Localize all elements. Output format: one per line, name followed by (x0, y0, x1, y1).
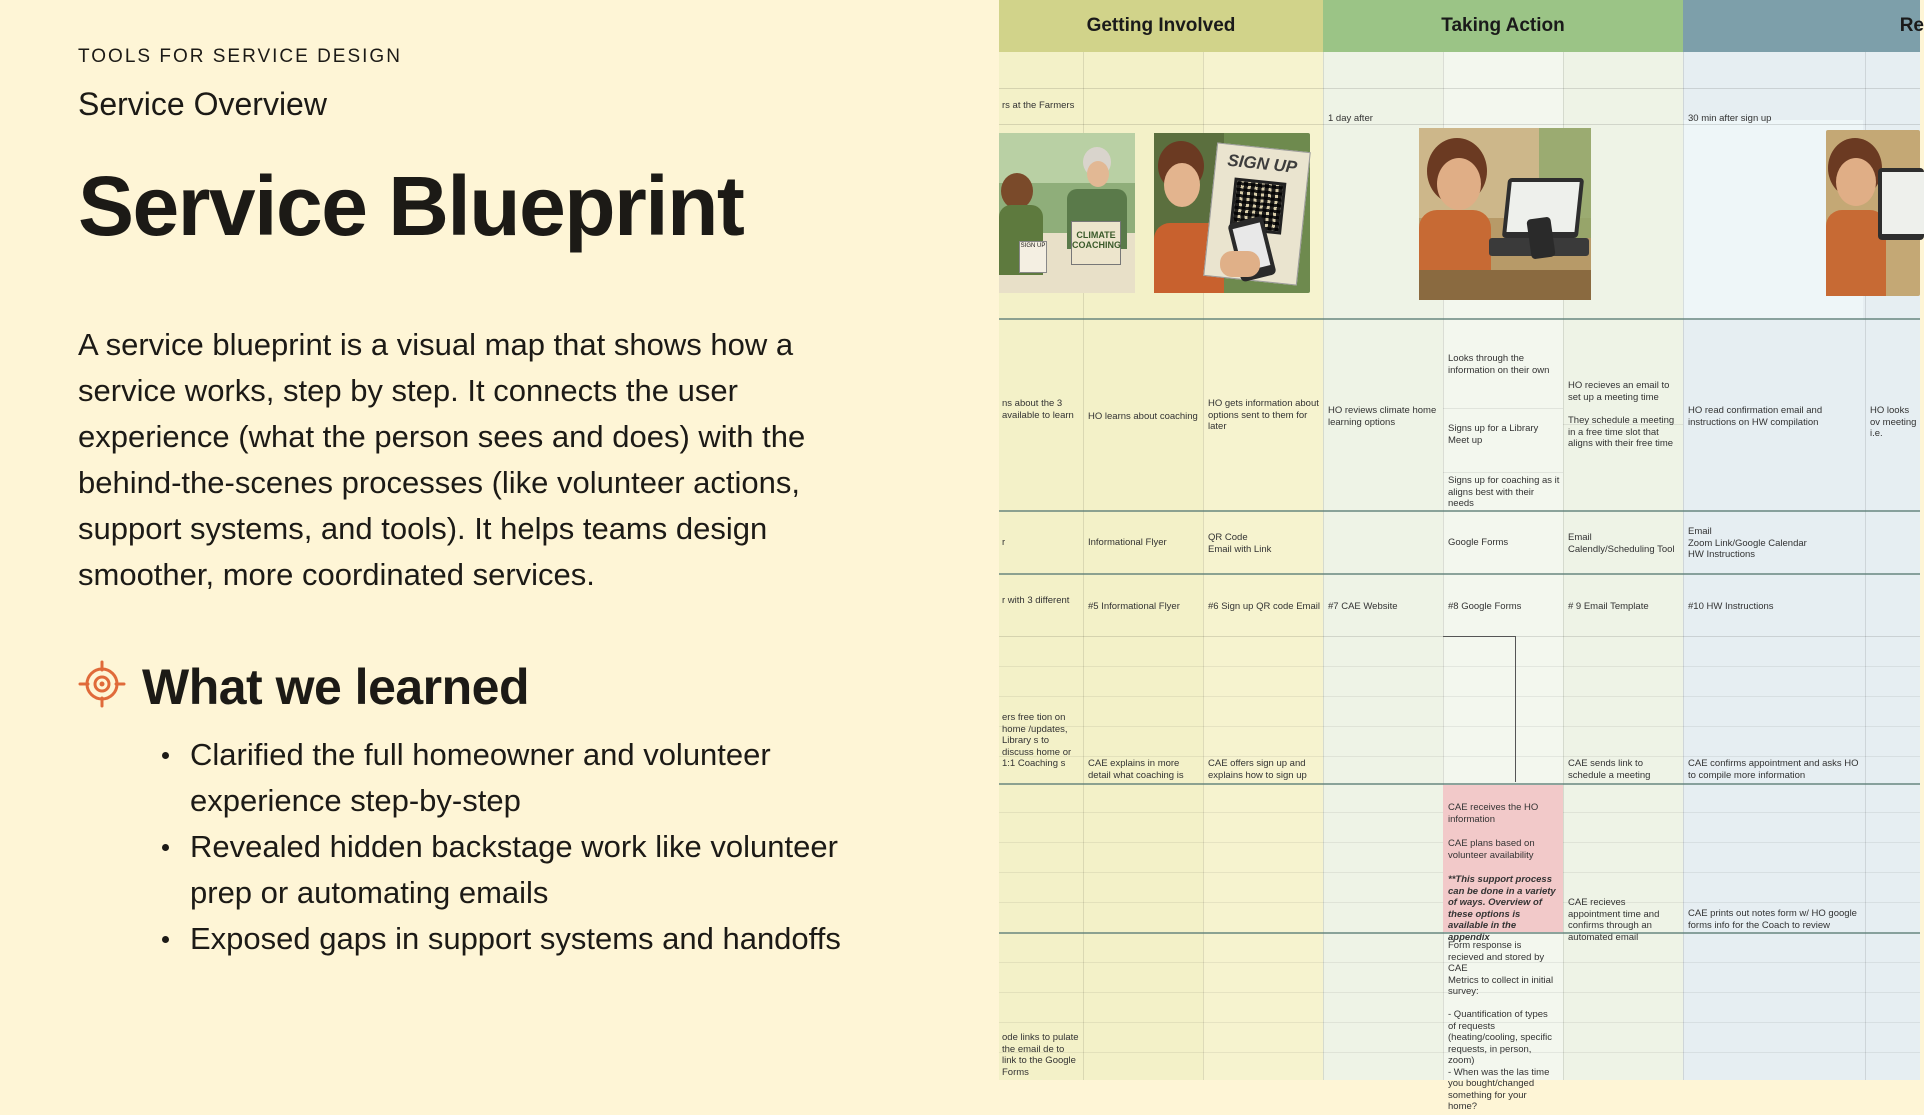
artifact-cell: r with 3 different (1002, 595, 1070, 606)
support-cell: Form response is recieved and stored by CAE Metrics to collect in initial survey: - Quantification of types of requests (heating/cooling, specific requests, in person, zoom) - When was the las time you bought/changed something for your home? (1448, 940, 1554, 1112)
lane-divider (1443, 408, 1563, 409)
list-item: Clarified the full homeowner and volunteer experience step-by-step (78, 732, 898, 824)
backstage-cell: CAE prints out notes form w/ HO google forms info for the Coach to review (1688, 908, 1857, 931)
phase-header-taking-action: Taking Action (1323, 0, 1683, 52)
timing-cell: 1 day after (1328, 113, 1373, 124)
sign-up-card: SIGN UP (1019, 241, 1047, 273)
eyebrow-label: TOOLS FOR SERVICE DESIGN (78, 46, 402, 67)
sign-up-qr-code-image (1154, 133, 1310, 293)
list-item: Revealed hidden backstage work like volunteer prep or automating emails (78, 824, 898, 916)
backstage-cell: CAE receives the HO information (1448, 802, 1539, 825)
farmers-market-booth-image (999, 133, 1135, 293)
touchpoint-cell: Email Calendly/Scheduling Tool (1568, 532, 1675, 555)
artifact-cell: #10 HW Instructions (1688, 601, 1774, 612)
frontstage-cell: ers free tion on home /updates, Library s to discuss home or 1:1 Coaching s (1002, 712, 1072, 769)
connector-line (1443, 636, 1515, 637)
climate-coaching-sign: CLIMATE COACHING (1071, 221, 1121, 265)
action-cell: HO recieves an email to set up a meeting time (1568, 380, 1670, 403)
backstage-cell: CAE plans based on volunteer availability (1448, 838, 1535, 861)
touchpoint-cell: QR Code Email with Link (1208, 532, 1272, 555)
phase-header-third-label: Re (1899, 15, 1924, 36)
timing-cell: 30 min after sign up (1688, 113, 1772, 124)
target-icon (78, 660, 126, 708)
phase-header-getting-involved: Getting Involved (999, 0, 1323, 52)
lane-divider (999, 696, 1920, 697)
backstage-note: **This support process can be done in a variety of ways. Overview of these options is available in the appendix (1448, 874, 1556, 943)
frontstage-cell: CAE confirms appointment and asks HO to compile more information (1688, 758, 1859, 781)
lane-divider (999, 573, 1920, 575)
page-title: Service Blueprint (78, 159, 744, 253)
lane-divider (999, 666, 1920, 667)
lane-divider (999, 726, 1920, 727)
artifact-cell: #5 Informational Flyer (1088, 601, 1180, 612)
text-panel (78, 0, 958, 1080)
action-cell: Looks through the information on their own (1448, 353, 1550, 376)
frontstage-cell: CAE sends link to schedule a meeting (1568, 758, 1651, 781)
touchpoint-cell: Informational Flyer (1088, 537, 1167, 548)
action-cell: They schedule a meeting in a free time slot that aligns with their free time (1568, 415, 1675, 449)
frontstage-cell: CAE explains in more detail what coaching is (1088, 758, 1184, 781)
laptop-research-image (1419, 128, 1591, 300)
action-cell: Signs up for coaching as it aligns best with their needs (1448, 475, 1560, 509)
action-cell: HO looks ov meeting i.e. (1870, 405, 1917, 439)
learned-title: What we learned (142, 659, 530, 715)
touchpoint-cell: Email Zoom Link/Google Calendar HW Instructions (1688, 526, 1807, 560)
artifact-cell: # 9 Email Template (1568, 601, 1649, 612)
touchpoint-cell: r (1002, 537, 1006, 548)
action-cell: HO learns about coaching (1088, 411, 1198, 422)
support-cell: ode links to pulate the email de to link to the Google Forms (1002, 1032, 1079, 1078)
frontstage-cell: CAE offers sign up and explains how to sign up (1208, 758, 1307, 781)
lane-divider (999, 318, 1920, 320)
list-item: Exposed gaps in support systems and handoffs (78, 916, 898, 962)
action-cell: ns about the 3 available to learn (1002, 398, 1074, 421)
description-paragraph: A service blueprint is a visual map that shows how a service works, step by step. It connects the user experience (what the person sees and does) with the behind-the-scenes processes (like volunteer actions, support systems, and tools). It helps teams design smoother, more coordinated services. (78, 327, 806, 592)
grid-line (1683, 52, 1684, 1080)
service-blueprint-image (999, 0, 1924, 1112)
page-subtitle: Service Overview (78, 86, 327, 122)
learned-list (78, 732, 898, 962)
lane-divider (999, 88, 1920, 89)
sign-up-poster-text: SIGN UP (1226, 150, 1299, 177)
touchpoint-cell: Google Forms (1448, 537, 1509, 548)
artifact-cell: #6 Sign up QR code Email (1208, 601, 1320, 612)
grid-line (1323, 52, 1324, 1080)
action-cell: HO gets information about options sent to them for later (1208, 398, 1319, 432)
connector-line (1515, 636, 1516, 782)
timing-cell: rs at the Farmers (1002, 100, 1075, 111)
backstage-cell: CAE recieves appointment time and confirms through an automated email (1568, 897, 1660, 943)
artifact-cell: #8 Google Forms (1448, 601, 1522, 612)
artifact-cell: #7 CAE Website (1328, 601, 1398, 612)
action-cell: Signs up for a Library Meet up (1448, 423, 1539, 446)
laptop-reading-image (1826, 130, 1920, 296)
action-cell: HO read confirmation email and instructions on HW compilation (1688, 405, 1823, 428)
phase-header-third (1683, 0, 1924, 52)
action-cell: HO reviews climate home learning options (1328, 405, 1437, 428)
